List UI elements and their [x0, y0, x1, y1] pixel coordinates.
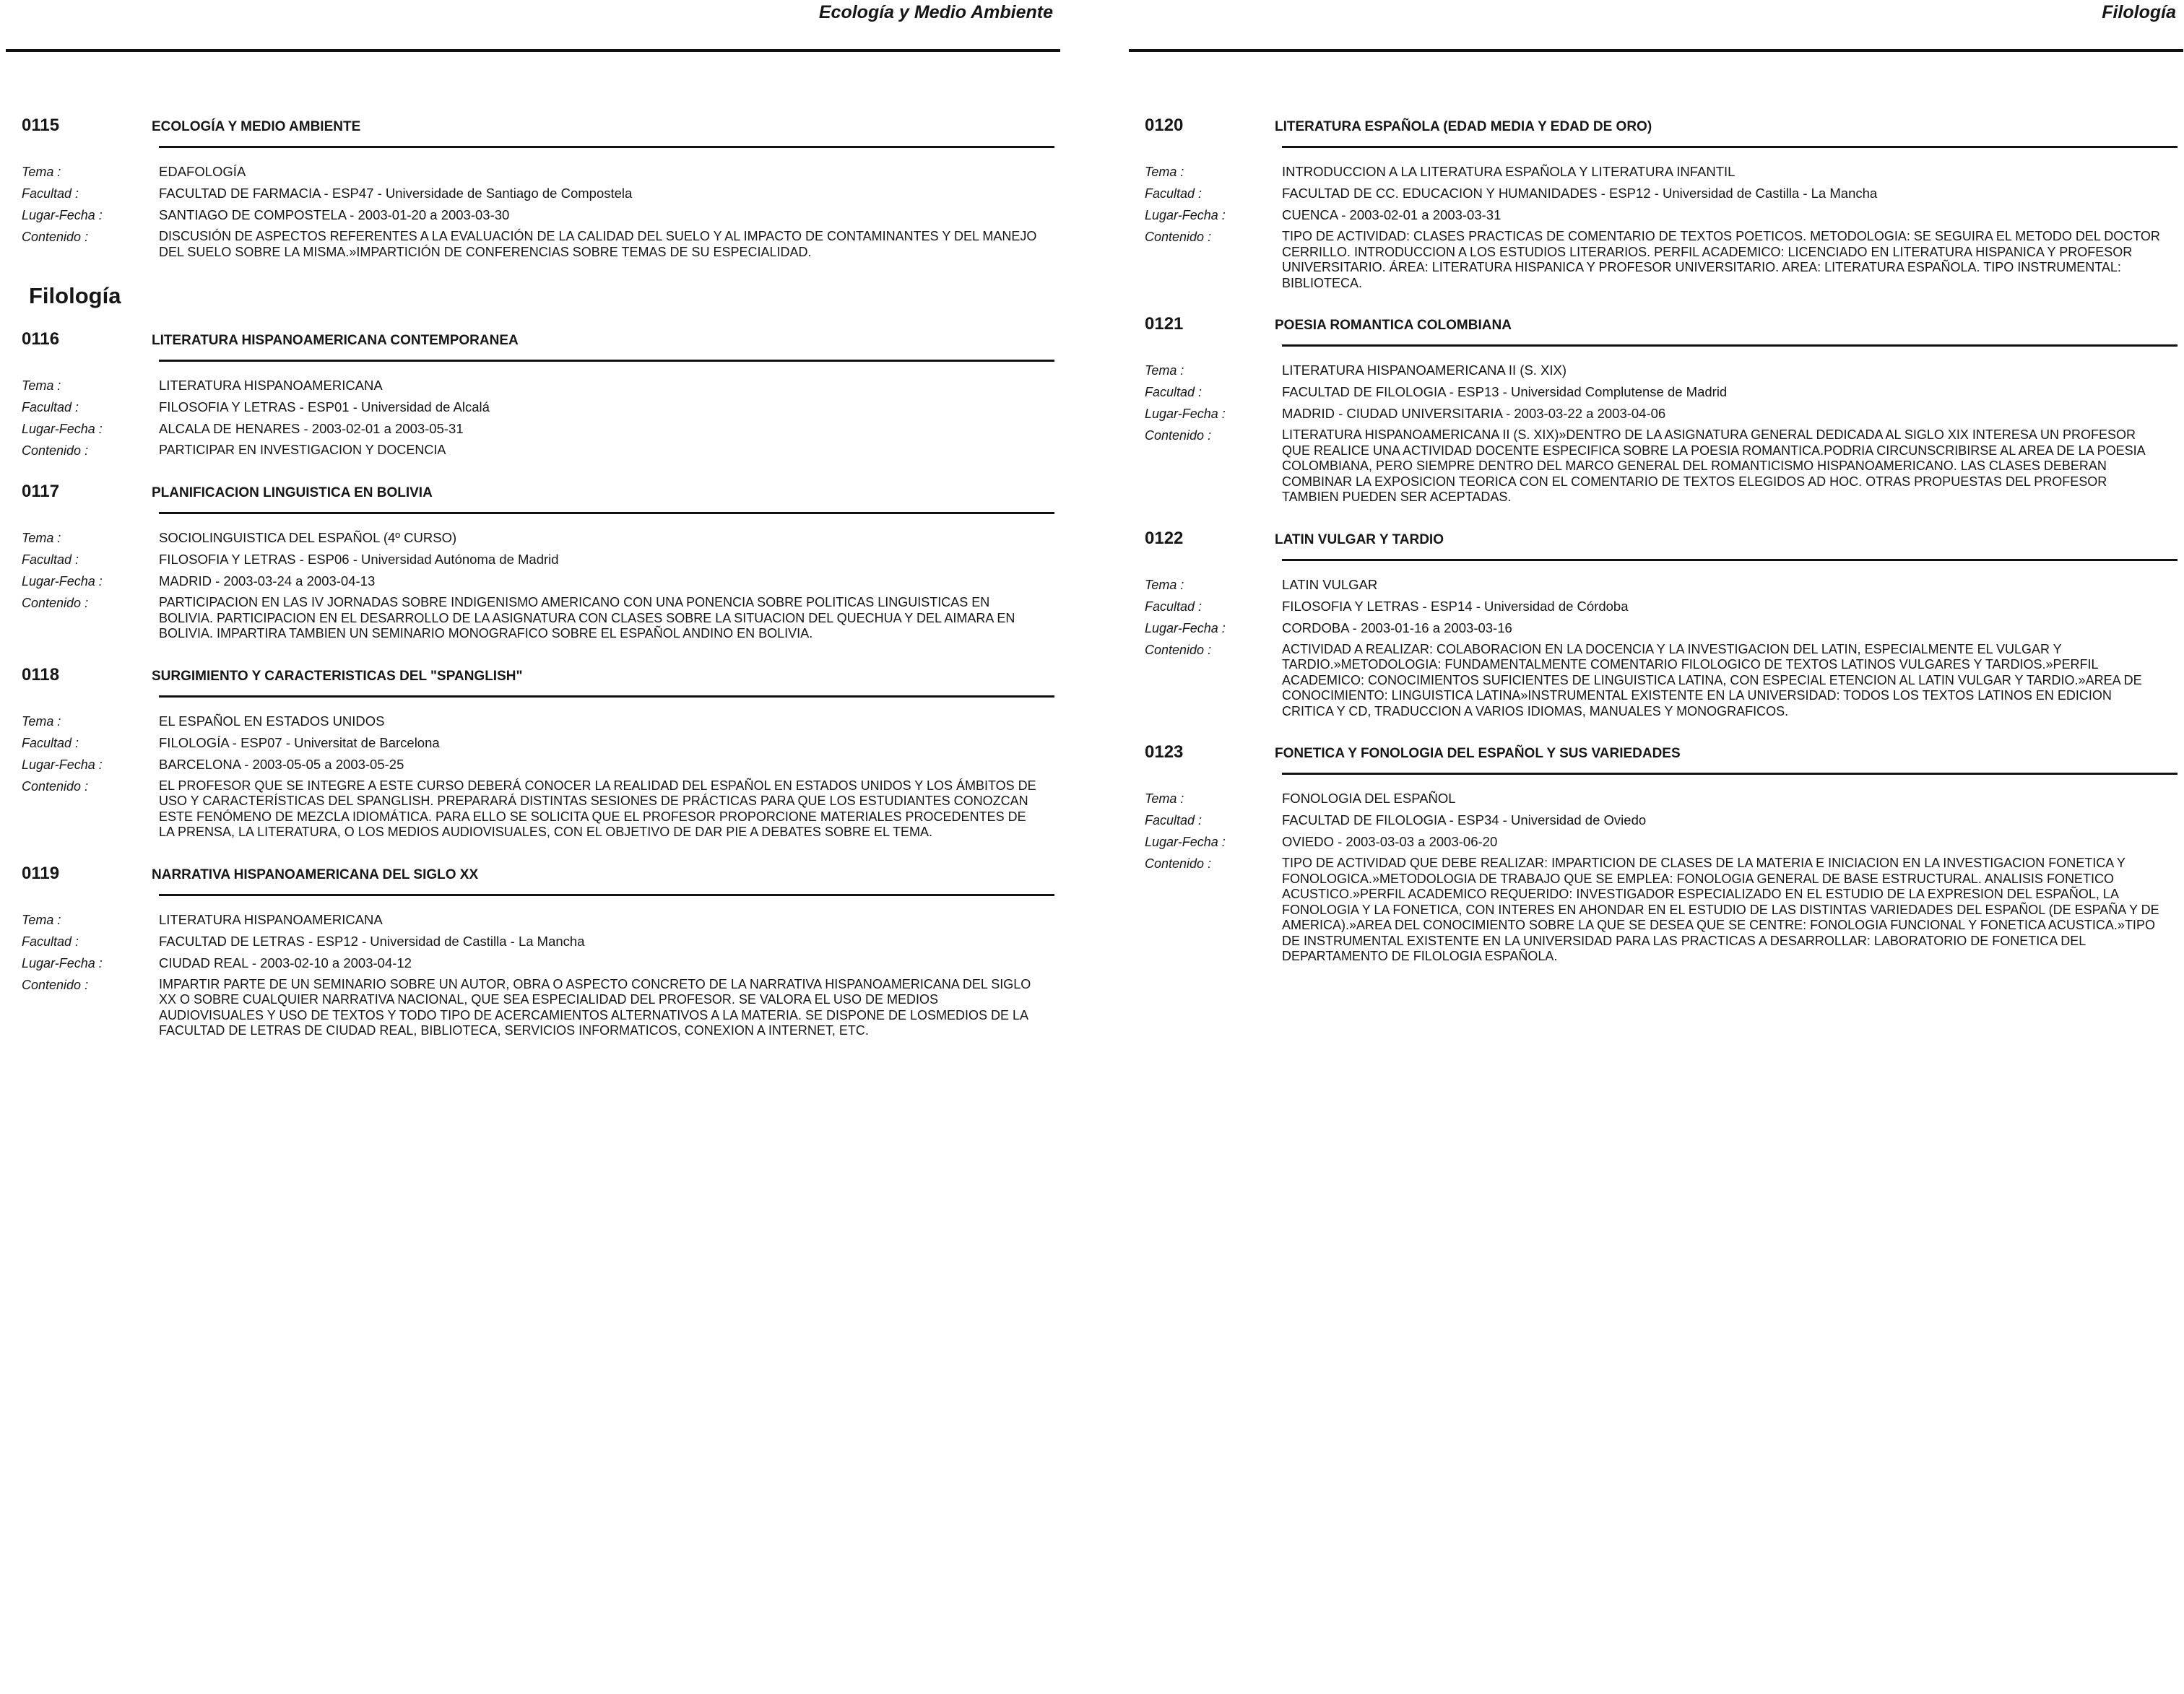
contenido-value: LITERATURA HISPANOAMERICANA II (S. XIX)»DENTRO DE LA ASIGNATURA GENERAL DEDICADA AL SIGLO XIX INTERESA UN PROFESOR QUE REALICE UNA ACTIVIDAD DOCENTE ESPECIFICA SOBRE LA POESIA ROMANTICA.PODRIA CIRCUNSCRIBIRSE AL AREA DE LA POESIA COLOMBIANA, PERO SIEMPRE DENTRO DEL MARCO GENERAL DEL ROMANTICISMO HISPANOAMERICANO. LAS CLASES DEBERAN COMBINAR LA EXPOSICION TEORICA CON EL COMENTARIO DE TEXTOS ELEGIDOS AD HOC. OTRAS PROPUESTAS DEL PROFESOR TAMBIEN PUEDEN SER ACEPTADAS. — [1282, 427, 2145, 504]
entry-rule — [159, 695, 1054, 698]
course-entry — [6, 665, 1060, 841]
tema-label: Tema : — [22, 378, 61, 393]
lugar-fecha-row — [6, 955, 1060, 971]
lugar-fecha-label: Lugar-Fecha : — [1145, 407, 1226, 421]
facultad-row — [1129, 812, 2183, 828]
running-head: Filología — [2102, 2, 2176, 22]
running-head: Ecología y Medio Ambiente — [818, 2, 1053, 22]
entry-number: 0117 — [22, 482, 60, 501]
entry-number: 0123 — [1145, 742, 1184, 762]
lugar-fecha-label: Lugar-Fecha : — [1145, 208, 1226, 222]
contenido-row — [1129, 427, 2183, 505]
tema-row — [6, 912, 1060, 928]
lugar-fecha-label: Lugar-Fecha : — [22, 422, 103, 436]
lugar-fecha-value: ALCALA DE HENARES - 2003-02-01 a 2003-05-31 — [159, 421, 464, 436]
lugar-fecha-value: MADRID - CIUDAD UNIVERSITARIA - 2003-03-22 a 2003-04-06 — [1282, 406, 1666, 421]
course-entry — [1129, 529, 2183, 720]
contenido-row — [6, 443, 1060, 459]
entry-list — [1129, 116, 2183, 988]
facultad-row — [6, 399, 1060, 415]
facultad-label: Facultad : — [1145, 813, 1202, 828]
entry-header — [1129, 314, 2183, 339]
course-entry — [1129, 116, 2183, 291]
lugar-fecha-row — [6, 757, 1060, 773]
tema-label: Tema : — [22, 165, 61, 179]
entry-header — [1129, 116, 2183, 140]
lugar-fecha-row — [1129, 207, 2183, 223]
lugar-fecha-row — [6, 573, 1060, 589]
tema-label: Tema : — [1145, 577, 1184, 592]
facultad-label: Facultad : — [22, 934, 79, 949]
entry-title: SURGIMIENTO Y CARACTERISTICAS DEL "SPANGLISH" — [152, 668, 523, 684]
lugar-fecha-value: CUENCA - 2003-02-01 a 2003-03-31 — [1282, 207, 1502, 222]
contenido-label: Contenido : — [22, 778, 89, 794]
contenido-row — [6, 778, 1060, 841]
tema-label: Tema : — [22, 713, 61, 729]
contenido-value: PARTICIPAR EN INVESTIGACION Y DOCENCIA — [159, 443, 446, 457]
section-heading: Filología — [29, 283, 121, 308]
entry-header — [6, 665, 1060, 690]
contenido-row — [6, 229, 1060, 260]
lugar-fecha-value: MADRID - 2003-03-24 a 2003-04-13 — [159, 573, 376, 588]
facultad-row — [6, 186, 1060, 201]
facultad-row — [1129, 384, 2183, 400]
facultad-value: FILOSOFIA Y LETRAS - ESP06 - Universidad Autónoma de Madrid — [159, 552, 559, 567]
facultad-label: Facultad : — [1145, 186, 1202, 201]
tema-row — [1129, 791, 2183, 807]
facultad-row — [6, 552, 1060, 568]
left-page — [6, 0, 1060, 1694]
facultad-value: FILOSOFIA Y LETRAS - ESP01 - Universidad de Alcalá — [159, 399, 490, 414]
entry-number: 0115 — [22, 116, 60, 135]
entry-number: 0120 — [1145, 116, 1184, 135]
tema-value: LITERATURA HISPANOAMERICANA — [159, 911, 383, 927]
facultad-value: FACULTAD DE FILOLOGIA - ESP34 - Universidad de Oviedo — [1282, 812, 1647, 828]
facultad-label: Facultad : — [22, 552, 79, 567]
entry-rule — [1282, 146, 2178, 148]
facultad-label: Facultad : — [22, 186, 79, 201]
tema-value: FONOLOGIA DEL ESPAÑOL — [1282, 791, 1456, 806]
lugar-fecha-row — [1129, 834, 2183, 850]
course-entry — [1129, 314, 2183, 505]
contenido-value: IMPARTIR PARTE DE UN SEMINARIO SOBRE UN AUTOR, OBRA O ASPECTO CONCRETO DE LA NARRATIVA HISPANOAMERICANA DEL SIGLO XX O SOBRE CUALQUIER NARRATIVA NACIONAL, QUE SEA ESPECIALIDAD DEL PROFESOR. SE VALORA EL USO DE MEDIOS AUDIOVISUALES Y USO DE TEXTOS Y TODO TIPO DE ACERCAMIENTOS ALTERNATIVOS A LA MATERIA. SE DISPONE DE LOSMEDIOS DE LA FACULTAD DE LETRAS DE CIUDAD REAL, BIBLIOTECA, SERVICIOS INFORMATICOS, CONEXION A INTERNET, ETC. — [159, 976, 1031, 1038]
tema-value: LITERATURA HISPANOAMERICANA — [159, 378, 383, 393]
tema-label: Tema : — [22, 912, 61, 927]
entry-title: PLANIFICACION LINGUISTICA EN BOLIVIA — [152, 485, 433, 500]
facultad-row — [1129, 186, 2183, 201]
tema-label: Tema : — [22, 531, 61, 545]
entry-rule — [159, 146, 1054, 148]
facultad-value: FACULTAD DE LETRAS - ESP12 - Universidad de Castilla - La Mancha — [159, 933, 585, 949]
contenido-label: Contenido : — [22, 230, 89, 244]
contenido-label: Contenido : — [1145, 642, 1212, 657]
lugar-fecha-value: CIUDAD REAL - 2003-02-10 a 2003-04-12 — [159, 955, 412, 970]
facultad-label: Facultad : — [22, 735, 79, 750]
tema-value: LITERATURA HISPANOAMERICANA II (S. XIX) — [1282, 362, 1567, 378]
tema-label: Tema : — [1145, 363, 1184, 378]
course-entry — [6, 329, 1060, 459]
entry-header — [1129, 742, 2183, 767]
entry-title: LITERATURA HISPANOAMERICANA CONTEMPORANEA — [152, 333, 519, 348]
entry-rule — [159, 512, 1054, 514]
course-entry — [6, 482, 1060, 642]
entry-title: POESIA ROMANTICA COLOMBIANA — [1275, 318, 1512, 333]
entry-number: 0118 — [22, 664, 60, 685]
facultad-label: Facultad : — [1145, 599, 1202, 614]
course-entry — [6, 116, 1060, 260]
lugar-fecha-label: Lugar-Fecha : — [1145, 835, 1226, 849]
facultad-row — [1129, 599, 2183, 614]
tema-value: EDAFOLOGÍA — [159, 164, 246, 179]
facultad-label: Facultad : — [1145, 385, 1202, 399]
entry-title: LATIN VULGAR Y TARDIO — [1275, 531, 1444, 547]
contenido-label: Contenido : — [1145, 230, 1212, 244]
lugar-fecha-row — [1129, 406, 2183, 422]
tema-label: Tema : — [1145, 791, 1184, 806]
facultad-value: FACULTAD DE CC. EDUCACION Y HUMANIDADES - ESP12 - Universidad de Castilla - La Mancha — [1282, 186, 1878, 201]
contenido-value: TIPO DE ACTIVIDAD QUE DEBE REALIZAR: IMPARTICION DE CLASES DE LA MATERIA E INICIACION EN LA INVESTIGACION FONETICA Y FONOLOGICA.»METODOLOGIA DE TRABAJO QUE SE EMPLEA: FONOLOGIA GENERAL DE BASE ESTRUCTURAL. ANALISIS FONETICO ACUSTICO.»PERFIL ACADEMICO REQUERIDO: INVESTIGADOR ESPECIALIZADO EN EL ESTUDIO DE LA EXPRESION DEL ESPAÑOL, LA FONOLOGIA Y LA FONETICA, CON INTERES EN AHONDAR EN EL ESTUDIO DE LAS DISTINTAS VARIEDADES DEL ESPAÑOL (DE ESPAÑA Y DE AMERICA).»AREA DEL CONOCIMIENTO SOBRE LA QUE SE DESEA QUE SE CENTRE: FONOLOGIA FUNCIONAL Y FONETICA ACUSTICA.»TIPO DE INSTRUMENTAL EXISTENTE EN LA UNIVERSIDAD PARA LAS PRACTICAS A DESARROLLAR: LABORATORIO DE FONETICA DEL DEPARTAMENTO DE FILOLOGIA ESPAÑOLA. — [1282, 856, 2159, 963]
lugar-fecha-row — [6, 421, 1060, 437]
lugar-fecha-row — [6, 207, 1060, 223]
tema-row — [6, 378, 1060, 394]
lugar-fecha-value: BARCELONA - 2003-05-05 a 2003-05-25 — [159, 756, 404, 772]
contenido-row — [1129, 856, 2183, 965]
lugar-fecha-value: OVIEDO - 2003-03-03 a 2003-06-20 — [1282, 834, 1498, 849]
contenido-value: ACTIVIDAD A REALIZAR: COLABORACION EN LA DOCENCIA Y LA INVESTIGACION DEL LATIN, ESPECIALMENTE EL VULGAR Y TARDIO.»METODOLOGIA: FUNDAMENTALMENTE COMENTARIO FILOLOGICO DE TEXTOS LATINOS VULGARES Y TARDIOS.»PERFIL ACADEMICO: CONOCIMIENTOS SUFICIENTES DE LINGUISTICA LATINA, CON ESPECIAL ETENCION AL LATIN VULGAR Y TARDIO.»AREA DE CONOCIMIENTO: LINGUISTICA LATINA»INSTRUMENTAL EXISTENTE EN LA UNIVERSIDAD: TODOS LOS TEXTOS LATINOS EN EDICION CRITICA Y CD, TRADUCCION A VARIOS IDIOMAS, MANUALES Y MONOGRAFICOS. — [1282, 641, 2142, 718]
tema-row — [1129, 362, 2183, 378]
entry-title: ECOLOGÍA Y MEDIO AMBIENTE — [152, 119, 361, 134]
course-entry — [1129, 742, 2183, 965]
entry-list — [6, 116, 1060, 1062]
course-entry — [6, 864, 1060, 1039]
lugar-fecha-value: SANTIAGO DE COMPOSTELA - 2003-01-20 a 2003-03-30 — [159, 207, 510, 222]
facultad-value: FACULTAD DE FILOLOGIA - ESP13 - Universidad Complutense de Madrid — [1282, 384, 1728, 399]
entry-number: 0116 — [22, 329, 60, 349]
contenido-value: PARTICIPACION EN LAS IV JORNADAS SOBRE INDIGENISMO AMERICANO CON UNA PONENCIA SOBRE POLITICAS LINGUISTICAS EN BOLIVIA. PARTICIPACION EN EL DESARROLLO DE LA ASIGNATURA CON CLASES SOBRE LA SITUACION DEL QUECHUA Y DEL AIMARA EN BOLIVIA. IMPARTIRA TAMBIEN UN SEMINARIO MONOGRAFICO SOBRE EL ESPAÑOL ANDINO EN BOLIVIA. — [159, 595, 1015, 640]
entry-header — [6, 864, 1060, 888]
entry-number: 0122 — [1145, 528, 1184, 548]
lugar-fecha-label: Lugar-Fecha : — [1145, 620, 1226, 635]
contenido-label: Contenido : — [1145, 428, 1212, 443]
entry-rule — [1282, 773, 2178, 775]
entry-header — [1129, 529, 2183, 553]
tema-row — [1129, 164, 2183, 180]
tema-row — [6, 713, 1060, 729]
lugar-fecha-label: Lugar-Fecha : — [22, 574, 103, 588]
entry-header — [6, 116, 1060, 140]
entry-title: LITERATURA ESPAÑOLA (EDAD MEDIA Y EDAD DE ORO) — [1275, 119, 1652, 134]
entry-title: NARRATIVA HISPANOAMERICANA DEL SIGLO XX — [152, 866, 479, 882]
lugar-fecha-label: Lugar-Fecha : — [22, 208, 103, 222]
tema-row — [6, 164, 1060, 180]
contenido-row — [1129, 642, 2183, 720]
entry-rule — [159, 894, 1054, 896]
facultad-value: FILOSOFIA Y LETRAS - ESP14 - Universidad de Córdoba — [1282, 598, 1629, 614]
entry-rule — [1282, 344, 2178, 347]
facultad-value: FILOLOGÍA - ESP07 - Universitat de Barcelona — [159, 734, 440, 750]
entry-rule — [159, 360, 1054, 362]
contenido-value: DISCUSIÓN DE ASPECTOS REFERENTES A LA EVALUACIÓN DE LA CALIDAD DEL SUELO Y AL IMPACTO DE CONTAMINANTES Y DEL MANEJO DEL SUELO SOBRE LA MISMA.»IMPARTICIÓN DE CONFERENCIAS SOBRE TEMAS DE SU ESPECIALIDAD. — [159, 229, 1037, 259]
entry-number: 0119 — [22, 863, 60, 883]
lugar-fecha-row — [1129, 620, 2183, 636]
entry-number: 0121 — [1145, 314, 1184, 334]
contenido-label: Contenido : — [22, 977, 89, 992]
entry-rule — [1282, 559, 2178, 561]
tema-value: INTRODUCCION A LA LITERATURA ESPAÑOLA Y LITERATURA INFANTIL — [1282, 164, 1736, 179]
facultad-row — [6, 735, 1060, 751]
contenido-row — [1129, 229, 2183, 291]
tema-row — [1129, 577, 2183, 593]
tema-label: Tema : — [1145, 165, 1184, 179]
entry-title: FONETICA Y FONOLOGIA DEL ESPAÑOL Y SUS VARIEDADES — [1275, 746, 1681, 761]
facultad-value: FACULTAD DE FARMACIA - ESP47 - Universidade de Santiago de Compostela — [159, 186, 633, 201]
header-rule — [6, 49, 1060, 52]
contenido-value: EL PROFESOR QUE SE INTEGRE A ESTE CURSO DEBERÁ CONOCER LA REALIDAD DEL ESPAÑOL EN ESTADOS UNIDOS Y LOS ÁMBITOS DE USO Y CARACTERÍSTICAS DEL SPANGLISH. PREPARARÁ DISTINTAS SESIONES DE PRÁCTICAS PARA QUE LOS ESTUDIANTES CONOZCAN ESTE FENÓMENO DE MEZCLA IDIOMÁTICA. PARA ELLO SE SOLICITA QUE EL PROFESOR PROPORCIONE MATERIALES PROCEDENTES DE LA PRENSA, LA LITERATURA, O LOS MEDIOS AUDIOVISUALES, CON EL OBJETIVO DE DAR PIE A DEBATES SOBRE EL TEMA. — [159, 778, 1036, 839]
facultad-label: Facultad : — [22, 400, 79, 414]
lugar-fecha-label: Lugar-Fecha : — [22, 757, 103, 772]
facultad-row — [6, 934, 1060, 950]
entry-header — [6, 482, 1060, 506]
entry-header — [6, 329, 1060, 354]
header-rule — [1129, 49, 2183, 52]
tema-value: SOCIOLINGUISTICA DEL ESPAÑOL (4º CURSO) — [159, 530, 457, 545]
lugar-fecha-value: CORDOBA - 2003-01-16 a 2003-03-16 — [1282, 620, 1512, 635]
tema-value: EL ESPAÑOL EN ESTADOS UNIDOS — [159, 713, 385, 729]
contenido-label: Contenido : — [22, 443, 89, 458]
contenido-row — [6, 977, 1060, 1039]
contenido-value: TIPO DE ACTIVIDAD: CLASES PRACTICAS DE COMENTARIO DE TEXTOS POETICOS. METODOLOGIA: SE SEGUIRA EL METODO DEL DOCTOR CERRILLO. INTRODUCCION A LOS ESTUDIOS LITERARIOS. PERFIL ACADEMICO: LICENCIADO EN LITERATURA HISPANICA Y PROFESOR UNIVERSITARIO. ÁREA: LITERATURA HISPANICA Y PROFESOR UNIVERSITARIO. AREA: LITERATURA ESPAÑOLA. TIPO INSTRUMENTAL: BIBLIOTECA. — [1282, 229, 2160, 290]
contenido-row — [6, 595, 1060, 642]
contenido-label: Contenido : — [1145, 856, 1212, 871]
lugar-fecha-label: Lugar-Fecha : — [22, 955, 103, 970]
right-page — [1129, 0, 2183, 1694]
contenido-label: Contenido : — [22, 596, 89, 610]
tema-value: LATIN VULGAR — [1282, 576, 1378, 592]
tema-row — [6, 530, 1060, 546]
